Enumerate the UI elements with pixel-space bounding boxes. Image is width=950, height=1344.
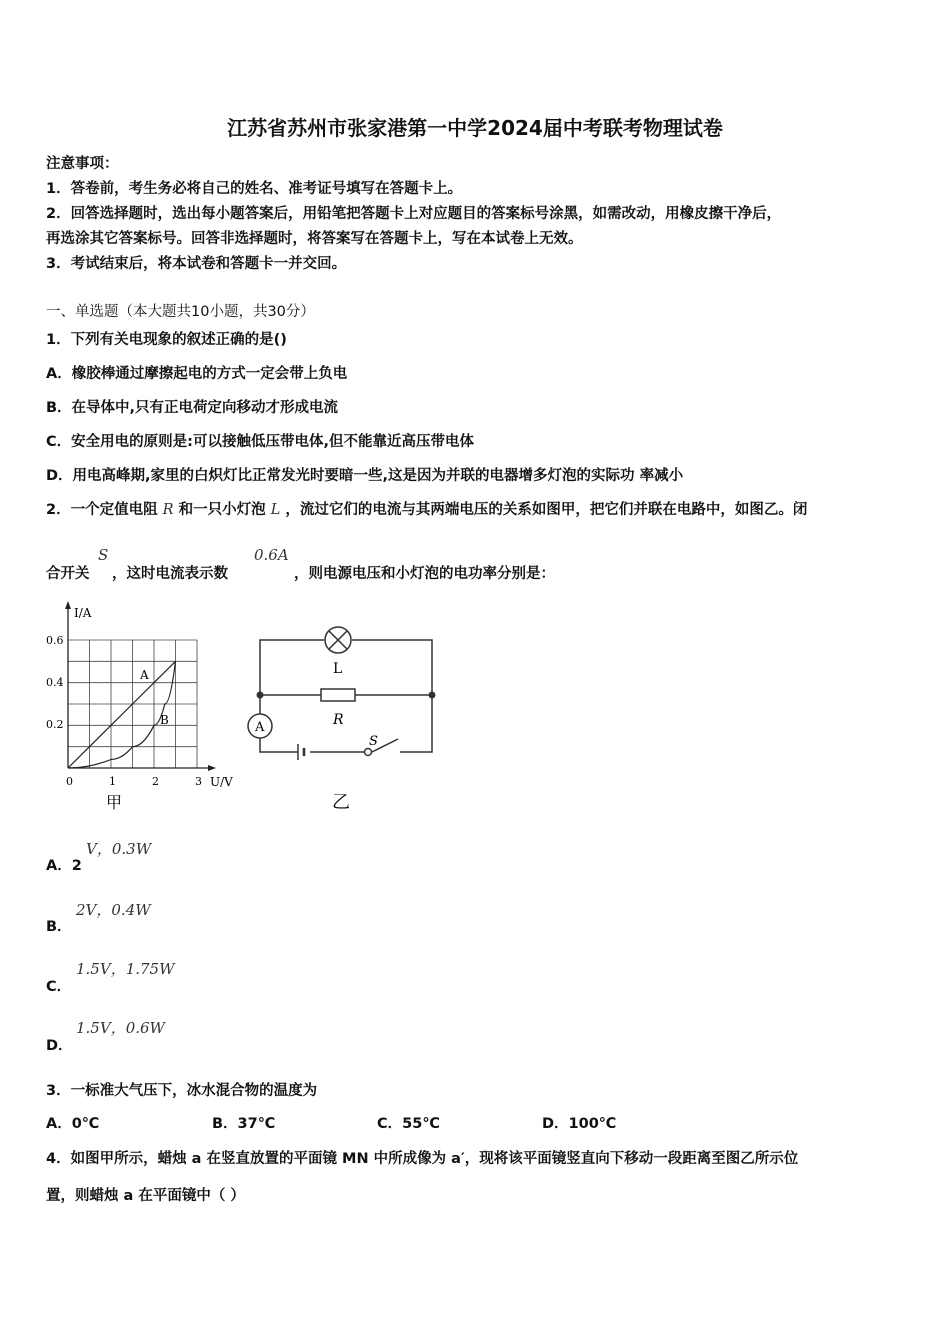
series-a-label: A	[140, 668, 149, 682]
resistor-icon	[321, 689, 355, 701]
current-value: 0.6A	[254, 546, 289, 564]
y-axis-label: I/A	[74, 606, 92, 620]
notes-heading: 注意事项：	[46, 156, 119, 172]
resistor-symbol: R	[162, 502, 174, 518]
section-heading: 一、单选题（本大题共10小题，共30分）	[46, 304, 315, 320]
y-tick-label: 0.6	[46, 634, 64, 647]
q2-text: 和一只小灯泡	[178, 502, 266, 518]
wire	[260, 640, 324, 695]
notes-item: 再选涂其它答案标号。回答非选择题时，将答案写在答题卡上，写在本试卷上无效。	[46, 231, 583, 247]
q2-text: 2．一个定值电阻	[46, 502, 158, 518]
q2-option-a-value: V，0.3W	[86, 840, 152, 858]
junction-dot	[429, 692, 436, 699]
q2-option-a-label	[46, 854, 82, 875]
x-tick-label: 2	[152, 775, 159, 788]
page-title: 江苏省苏州市张家港第一中学2024届中考联考物理试卷	[227, 116, 723, 140]
q1-option-d: D．用电高峰期,家里的白炽灯比正常发光时要暗一些,这是因为并联的电器增多灯泡的实际功 率减小	[46, 468, 684, 484]
q3-option-a: A．0℃	[46, 1116, 100, 1132]
q4-line2: 置，则蜡烛 a 在平面镜中（ ）	[46, 1188, 245, 1204]
circuit-diagram	[240, 618, 440, 818]
option-letter: A．	[46, 858, 72, 874]
y-tick-label: 0.4	[46, 676, 64, 689]
notes-item: 3．考试结束后，将本试卷和答题卡一并交回。	[46, 256, 347, 272]
junction-dot	[257, 692, 264, 699]
switch-label: S	[369, 734, 378, 749]
ammeter-label: A	[255, 720, 265, 735]
x-axis-label: U/V	[210, 775, 233, 789]
notes-item: 1．答卷前，考生务必将自己的姓名、准考证号填写在答题卡上。	[46, 181, 463, 197]
iu-graph	[40, 598, 250, 818]
x-tick-label: 3	[195, 775, 202, 788]
y-axis-arrow	[65, 601, 71, 609]
q2-text: ，流过它们的电流与其两端电压的关系如图甲，把它们并联在电路中，如图乙。闭	[285, 502, 808, 518]
q4-line1: 4．如图甲所示，蜡烛 a 在竖直放置的平面镜 MN 中所成像为 a′，现将该平面镜竖直向下移动一段距离至图乙所示位	[46, 1151, 799, 1167]
q1-option-b: B．在导体中,只有正电荷定向移动才形成电流	[46, 400, 339, 416]
q2-option-c-label: C．	[46, 979, 72, 995]
circuit-caption: 乙	[332, 792, 350, 813]
q1-stem: 1．下列有关电现象的叙述正确的是()	[46, 332, 287, 348]
q2-option-b-label: B．	[46, 919, 72, 935]
q3-option-b: B．37℃	[212, 1116, 276, 1132]
q3-stem: 3．一标准大气压下，冰水混合物的温度为	[46, 1083, 318, 1099]
x-axis-arrow	[208, 765, 216, 771]
lamp-symbol: L	[270, 502, 281, 518]
wire	[400, 695, 432, 752]
switch-symbol: S	[98, 546, 109, 564]
q2-line2-c: ，则电源电压和小灯泡的电功率分别是：	[294, 566, 555, 582]
q2-option-d-value: 1.5V，0.6W	[76, 1019, 165, 1037]
q1-option-a: A．橡胶棒通过摩擦起电的方式一定会带上负电	[46, 366, 348, 382]
notes-item: 2．回答选择题时，选出每小题答案后，用铅笔把答题卡上对应题目的答案标号涂黑，如需改动，用橡皮擦干净后，	[46, 206, 782, 222]
q3-option-d: D．100℃	[542, 1116, 617, 1132]
q1-option-c: C．安全用电的原则是:可以接触低压带电体,但不能靠近高压带电体	[46, 434, 474, 450]
wire	[352, 640, 432, 695]
q2-line1	[46, 498, 807, 519]
lamp-cross	[329, 631, 347, 649]
switch-contact	[365, 749, 372, 756]
wire	[260, 738, 298, 752]
x-tick-label: 0	[66, 775, 73, 788]
series-b-label: B	[160, 713, 169, 727]
q2-option-b-value: 2V，0.4W	[76, 901, 151, 919]
option-prefix: 2	[71, 858, 82, 874]
q3-option-c: C．55℃	[377, 1116, 440, 1132]
y-tick-label: 0.2	[46, 718, 64, 731]
q2-option-d-label: D．	[46, 1038, 73, 1054]
q2-option-c-value: 1.5V，1.75W	[76, 960, 175, 978]
q2-line2-b: ，这时电流表示数	[112, 566, 228, 582]
graph-caption: 甲	[106, 793, 123, 812]
x-tick-label: 1	[109, 775, 116, 788]
q2-line2-a: 合开关	[46, 566, 90, 582]
lamp-label: L	[333, 661, 343, 677]
resistor-label: R	[333, 712, 344, 728]
